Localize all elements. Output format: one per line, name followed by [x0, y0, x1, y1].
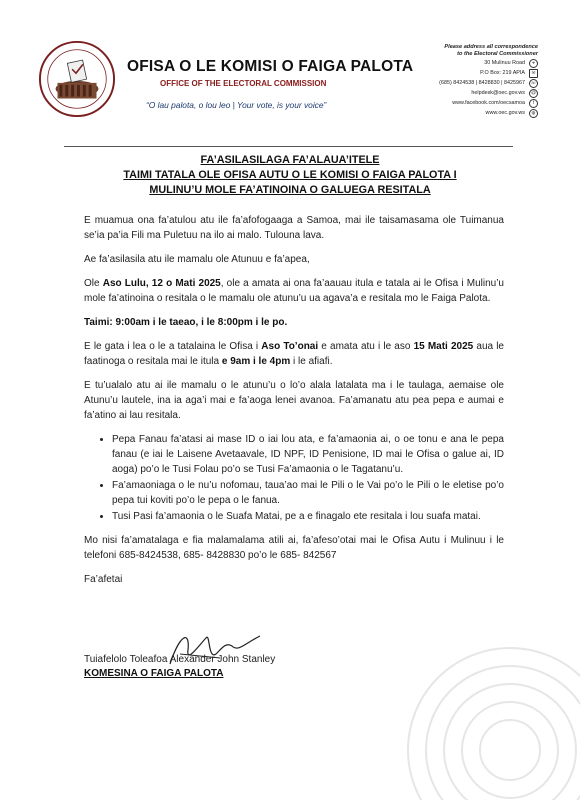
list-item: • Pepa Fanau fa’atasi ai mase ID o iai lou ata, e fa’amaonia ai, o oe tonu e ana le pepa fanau (e iai le Laisene Avetaavale, ID NPF, ID Penisione, ID mai le Ofisa o galue ai, ID aoga) po’o le Tusi Folau po’o se Tusi Fa’amaonia o le Tagatanu’u.	[112, 432, 504, 477]
headline-line-2: TAIMI TATALA OLE OFISA AUTU O LE KOMISI O FAIGA PALOTA I	[123, 169, 457, 181]
required-documents-list	[84, 432, 504, 524]
paragraph-greeting: E muamua ona fa’atulou atu ile fa’afofogaaga a Samoa, mai ile taisamasama ole Tuimanua se’ia pa’ia Fili ma Puletuu na ilo ai malo. Tulouna lava.	[84, 215, 504, 241]
start-date: Aso Lulu, 12 o Mati 2025	[102, 278, 221, 289]
electoral-commission-logo	[38, 40, 116, 118]
paragraph-contact: Mo nisi fa’amatalaga e fia malamalama atili ai, fa’afeso’otai mai le Ofisa Autu i Mulinuu i le telefoni 685-8424538, 685- 8428830 po’o le 685- 842567	[84, 535, 504, 561]
saturday-date: 15 Mati 2025	[413, 341, 474, 352]
text-span: , ole a amata ai ona fa’aauau itula e tatala ai le Ofisa i Mulinu’u mole fa’atinoina o resitala o le mamalu ole atunu’u ua agava’a e resitala mo le Faiga Palota.	[84, 278, 504, 304]
signatory-title: KOMESINA O FAIGA PALOTA	[84, 668, 224, 679]
correspondence-note-1: Please address all correspondence	[444, 44, 538, 50]
facebook-icon: f	[529, 99, 538, 108]
list-item: • Fa’amaoniaga o le nu’u nofomau, taua’ao mai le Pili o le Vai po’o le Pili o le eletise po’o pepa tui koviti po’o le pepa o le fanua.	[112, 478, 504, 508]
contact-pobox: P.O Box: 219 APIA	[480, 70, 525, 76]
text-span: Ole	[84, 278, 103, 289]
mail-icon: ✉	[529, 69, 538, 78]
opening-hours: Taimi: 9:00am i le taeao, i le 8:00pm i le po.	[84, 317, 288, 328]
correspondence-note-2: to the Electoral Commissioner	[457, 51, 538, 57]
text-span: i le afiafi.	[290, 356, 333, 367]
slogan: “O lau palota, o lou leo | Your vote, is your voice”	[146, 100, 327, 110]
notice-body	[84, 213, 504, 596]
watermark-pattern	[400, 640, 580, 800]
contact-phone: (685) 8424538 | 8428830 | 8425967	[439, 80, 525, 86]
notice-headline	[60, 153, 520, 198]
contact-block	[439, 44, 538, 118]
web-icon: ◍	[529, 109, 538, 118]
headline-line-3: MULINU’U MOLE FA’ATINOINA O GALUEGA RESITALA	[149, 184, 431, 196]
paragraph-saturday	[84, 339, 504, 369]
signatory-name: Tuiafelolo Toleafoa Alexander John Stanley	[84, 654, 276, 665]
header-divider	[64, 146, 513, 147]
paragraph-documents: E tu’ualalo atu ai ile mamalu o le atunu’u o lo’o alala latalata ma i le taulaga, aemaise ole Atunu’u lautele, ina ia aga’i mai e fa’aoga lenei avanoa. Fa’amanatu atu pea pepa e aumai e fa’atino ai lau resitala.	[84, 380, 504, 421]
text-span: e amata atu i le aso	[318, 341, 414, 352]
list-item: • Tusi Pasi fa’amaonia o le Suafa Matai, pe a e finagalo ete resitala i lou suafa matai.	[112, 509, 504, 524]
saturday-label: Aso To’onai	[261, 341, 319, 352]
text-span: aua le faatinoga o resitala mai le itula	[84, 341, 504, 367]
contact-facebook[interactable]: www.facebook.com/oecsamoa	[452, 100, 525, 106]
paragraph-thanks: Fa’afetai	[84, 574, 123, 585]
contact-address: 30 Mulinuu Road	[484, 60, 525, 66]
organization-title: OFISA O LE KOMISI O FAIGA PALOTA	[127, 58, 414, 75]
paragraph-announcement: Ae fa’asilasila atu ile mamalu ole Atunuu e fa’apea,	[84, 254, 310, 265]
saturday-hours: e 9am i le 4pm	[221, 356, 291, 367]
paragraph-start-date	[84, 276, 504, 306]
phone-icon: ☏	[529, 79, 538, 88]
email-icon: @	[529, 89, 538, 98]
location-icon: ⌖	[529, 59, 538, 68]
contact-website[interactable]: www.oec.gov.ws	[485, 110, 525, 116]
organization-subtitle: OFFICE OF THE ELECTORAL COMMISSION	[160, 79, 327, 88]
paragraph-hours	[84, 315, 504, 330]
text-span: E le gata i lea o le a tatalaina le Ofisa i	[84, 341, 262, 352]
contact-email[interactable]: helpdesk@oec.gov.ws	[471, 90, 525, 96]
headline-line-1: FA’ASILASILAGA FA’ALAUA’ITELE	[200, 154, 380, 166]
